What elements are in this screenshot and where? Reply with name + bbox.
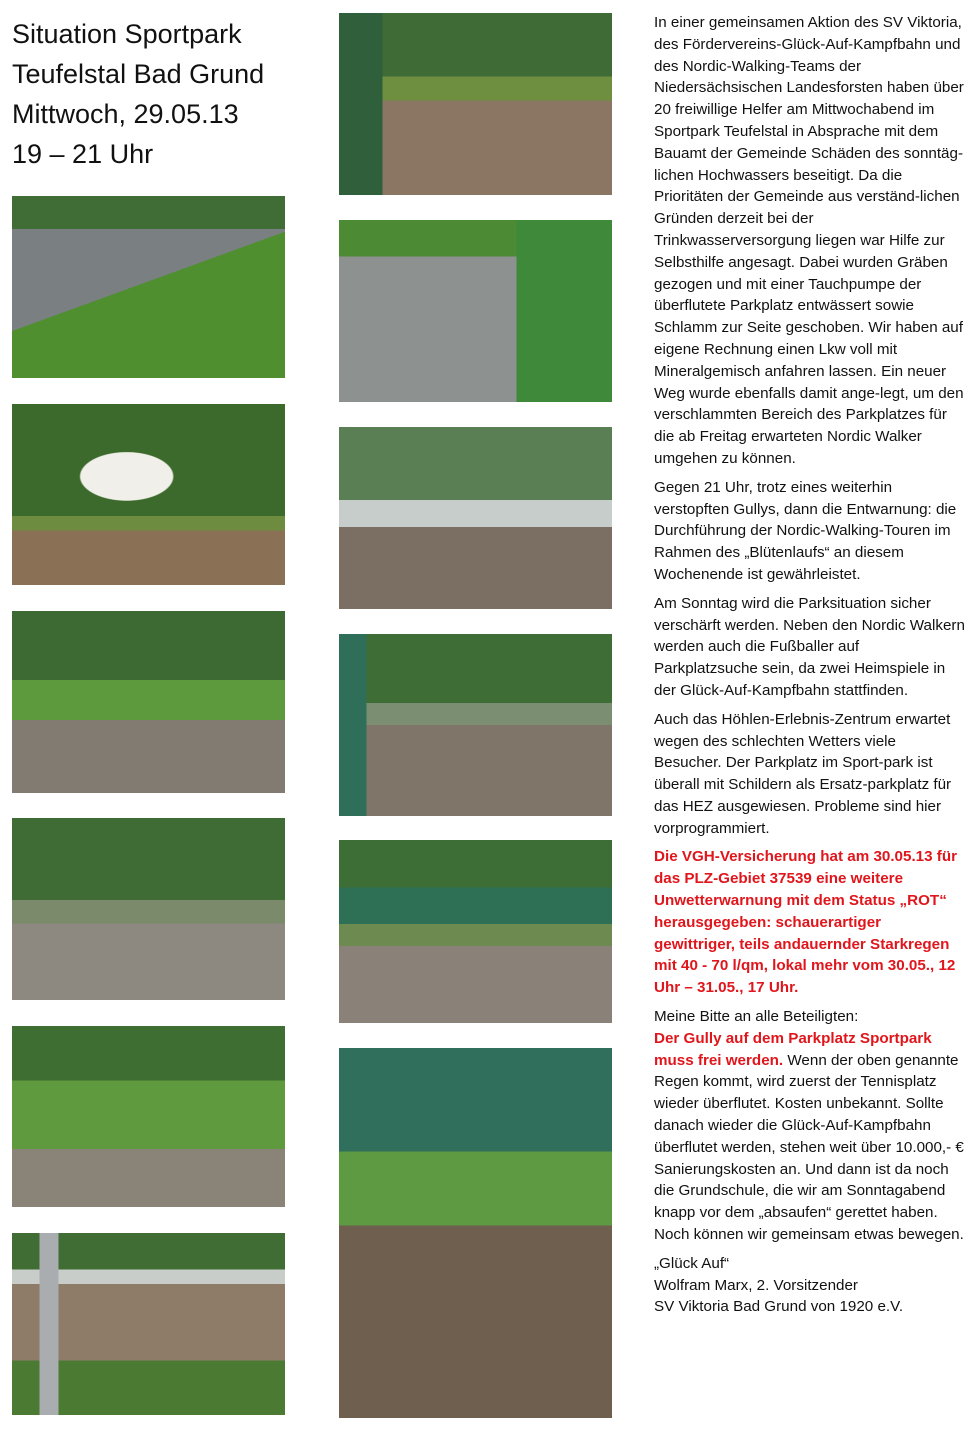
photo-muddy-parking <box>339 13 612 195</box>
request-intro: Meine Bitte an alle Beteiligten: <box>654 1008 859 1026</box>
photo-clearing-drain <box>339 1048 612 1418</box>
photo-trench-truck <box>12 818 285 1000</box>
request-highlight: Der Gully auf dem Parkplatz Sportpark muss frei werden. <box>654 1029 932 1069</box>
signature-greeting: „Glück Auf“ <box>654 1254 730 1272</box>
page-title <box>12 14 322 174</box>
weather-warning: Die VGH-Versicherung hat am 30.05.13 für das PLZ-Gebiet 37539 eine weitere Unwetterwarnung mit dem Status „ROT“ herausgegeben: schauerartiger gewittriger, teils andauernder Starkregen mit 40 - 70 l/qm, lokal mehr vom 30.05., 12 Uhr – 31.05., 17 Uhr. <box>654 848 958 997</box>
signature-name: Wolfram Marx, 2. Vorsitzender <box>654 1276 858 1294</box>
photo-digging-channel <box>12 1026 285 1207</box>
title-line-3-date: Mittwoch, 29.05.13 <box>12 99 239 129</box>
title-line-4-time: 19 – 21 Uhr <box>12 139 154 169</box>
paragraph-sunday-parking: Am Sonntag wird die Parksituation sicher verschärft werden. Neben den Nordic Walkern werden auch die Fußballer auf Parkplatzsuche sein, da zwei Heimspiele in der Glück-Auf-Kampfbahn stattfinden. <box>654 594 965 699</box>
photo-pipe-infoboard <box>12 611 285 793</box>
photo-road-sandbags <box>12 196 285 378</box>
paragraph-action: In einer gemeinsamen Aktion des SV Viktoria, des Fördervereins-Glück-Auf-Kampfbahn und des Nordic-Walking-Teams der Niedersächsischen Landesforsten haben über 20 freiwillige Helfer am Mittwochabend im Sportpark Teufelstal in Absprache mit dem Bauamt der Gemeinde Schäden des sonntäg-lichen Hochwassers beseitigt. Da die Prioritäten der Gemeinde aus verständ-lichen Gründen derzeit bei der Trinkwasserversorgung liegen war Hilfe zur Selbsthilfe angesagt. Dabei wurden Gräben gezogen und mit einer Tauchpumpe der überflutete Parkplatz entwässert sowie Schlamm zur Seite geschoben. Wir haben auf eigene Rechnung einen Lkw voll mit Mineralgemisch anfahren lassen. Ein neuer Weg wurde ebenfalls damit ange-legt, um den verschlammten Bereich des Parkplatzes für die ab Freitag erwarteten Nordic Walker umgehen zu können. <box>654 14 964 467</box>
paragraph-all-clear: Gegen 21 Uhr, trotz eines weiterhin verstopften Gullys, dann die Entwarnung: die Durchführung der Nordic-Walking-Touren im Rahmen des „Blütenlaufs“ an diesem Wochenende ist gewährleistet. <box>654 478 957 583</box>
photo-drain-rake <box>12 1233 285 1415</box>
photo-tennis-shoveling <box>339 840 612 1023</box>
article-body <box>654 12 966 1318</box>
signature <box>654 1253 966 1318</box>
request-body: Wenn der oben genannte Regen kommt, wird zuerst der Tennisplatz wieder überflutet. Kosten unbekannt. Sollte danach wieder die Glück-Auf-Kampfbahn überflutet werden, stehen weit über 10.000,- € Sanierungskosten an. Und dann ist da noch die Grundschule, die wir am Sonntagabend knapp vor dem „absaufen“ gerettet haben. Noch können wir gemeinsam etwas bewegen. <box>654 1051 964 1244</box>
signature-club: SV Viktoria Bad Grund von 1920 e.V. <box>654 1298 904 1316</box>
paragraph-hez-visitors: Auch das Höhlen-Erlebnis-Zentrum erwartet wegen des schlechten Wetters viele Besucher. Der Parkplatz im Sport-park ist überall mit Schildern als Ersatz-parkplatz für das HEZ ausgewiesen. Probleme sind hier vorprogrammiert. <box>654 710 952 837</box>
title-line-1: Situation Sportpark <box>12 19 242 49</box>
paragraph-request <box>654 1006 966 1246</box>
photo-gravel-path <box>339 634 612 816</box>
title-line-2: Teufelstal Bad Grund <box>12 59 265 89</box>
photo-spreading-gravel <box>339 427 612 609</box>
photo-clubhouse-flood <box>12 404 285 585</box>
photo-drain-grate <box>339 220 612 402</box>
